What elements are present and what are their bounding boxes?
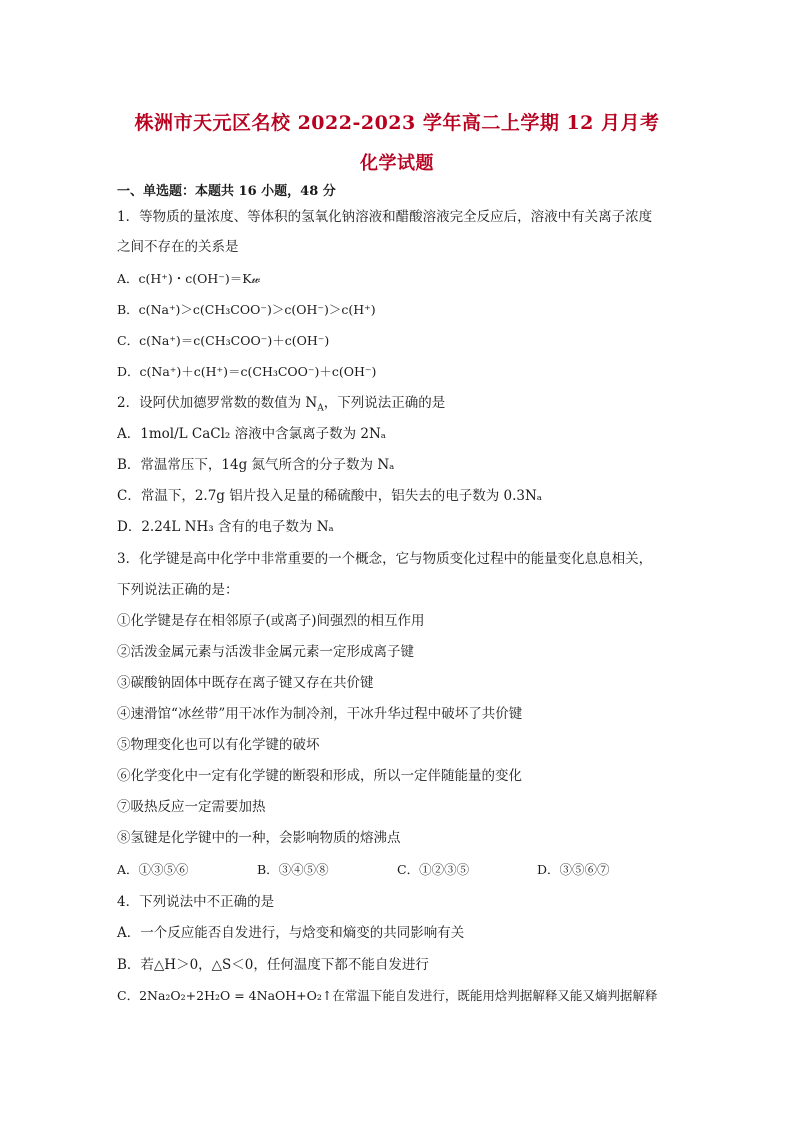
q1-option-d: D．c(Na⁺)＋c(H⁺)＝c(CH₃COO⁻)＋c(OH⁻) (117, 364, 377, 379)
q4-option-c: C．2Na₂O₂+2H₂O = 4NaOH+O₂↑在常温下能自发进行，既能用焓判据解释又能又熵判据解释 (117, 988, 658, 1003)
q1-stem-line2: 之间不存在的关系是 (117, 239, 239, 255)
q3-statement-7: ⑦吸热反应一定需要加热 (117, 799, 266, 815)
section-heading: 一、单选题：本题共 16 小题，48 分 (117, 184, 336, 199)
q1-stem-line1: 1．等物质的量浓度、等体积的氢氧化钠溶液和醋酸溶液完全反应后，溶液中有关离子浓度 (117, 209, 653, 225)
q1-option-c: C．c(Na⁺)＝c(CH₃COO⁻)＋c(OH⁻) (117, 333, 330, 348)
q3-stem-line2: 下列说法正确的是： (117, 582, 239, 598)
q3-statement-6: ⑥化学变化中一定有化学键的断裂和形成，所以一定伴随能量的变化 (117, 768, 522, 784)
q3-stem-line1: 3．化学键是高中化学中非常重要的一个概念，它与物质变化过程中的能量变化息息相关， (117, 551, 653, 567)
exam-subtitle: 化学试题 (360, 153, 434, 174)
exam-title: 株洲市天元区名校 2022-2023 学年高二上学期 12 月月考 (134, 112, 660, 134)
q3-option-d: D．③⑤⑥⑦ (537, 862, 610, 877)
q4-option-b: B．若△H＞0，△S＜0，任何温度下都不能自发进行 (117, 957, 429, 973)
q2-option-c: C．常温下，2.7g 铝片投入足量的稀硫酸中，铝失去的电子数为 0.3Nₐ (117, 488, 543, 504)
q1-option-b: B．c(Na⁺)＞c(CH₃COO⁻)＞c(OH⁻)＞c(H⁺) (117, 302, 376, 317)
q2-option-b: B．常温常压下，14g 氮气所含的分子数为 Nₐ (117, 457, 395, 473)
q3-statement-5: ⑤物理变化也可以有化学键的破坏 (117, 737, 320, 753)
q1-option-a: A．c(H⁺)・c(OH⁻)＝K𝓌 (117, 271, 261, 286)
q2-stem-tail: ，下列说法正确的是 (323, 395, 446, 411)
q3-statement-1: ①化学键是存在相邻原子(或离子)间强烈的相互作用 (117, 613, 425, 629)
q4-option-a: A．一个反应能否自发进行，与焓变和熵变的共同影响有关 (117, 925, 465, 941)
q3-statement-2: ②活泼金属元素与活泼非金属元素一定形成离子键 (117, 644, 414, 660)
q3-option-c: C．①②③⑤ (397, 862, 470, 877)
q2-stem-text: 2．设阿伏加德罗常数的数值为 N (117, 395, 318, 411)
q3-statement-8: ⑧氢键是化学键中的一种，会影响物质的熔沸点 (117, 830, 401, 846)
q2-stem-subscript: A (317, 403, 324, 414)
q3-statement-4: ④速滑馆“冰丝带”用干冰作为制冷剂，干冰升华过程中破坏了共价键 (117, 706, 523, 722)
q3-statement-3: ③碳酸钠固体中既存在离子键又存在共价键 (117, 675, 374, 691)
q3-option-a: A．①③⑤⑥ (117, 862, 189, 877)
q2-stem (117, 393, 445, 413)
q2-option-a: A．1mol/L CaCl₂ 溶液中含氯离子数为 2Nₐ (117, 426, 387, 442)
q2-option-d: D．2.24L NH₃ 含有的电子数为 Nₐ (117, 519, 334, 535)
q4-stem: 4．下列说法中不正确的是 (117, 894, 275, 910)
q3-option-b: B．③④⑤⑧ (257, 862, 329, 877)
